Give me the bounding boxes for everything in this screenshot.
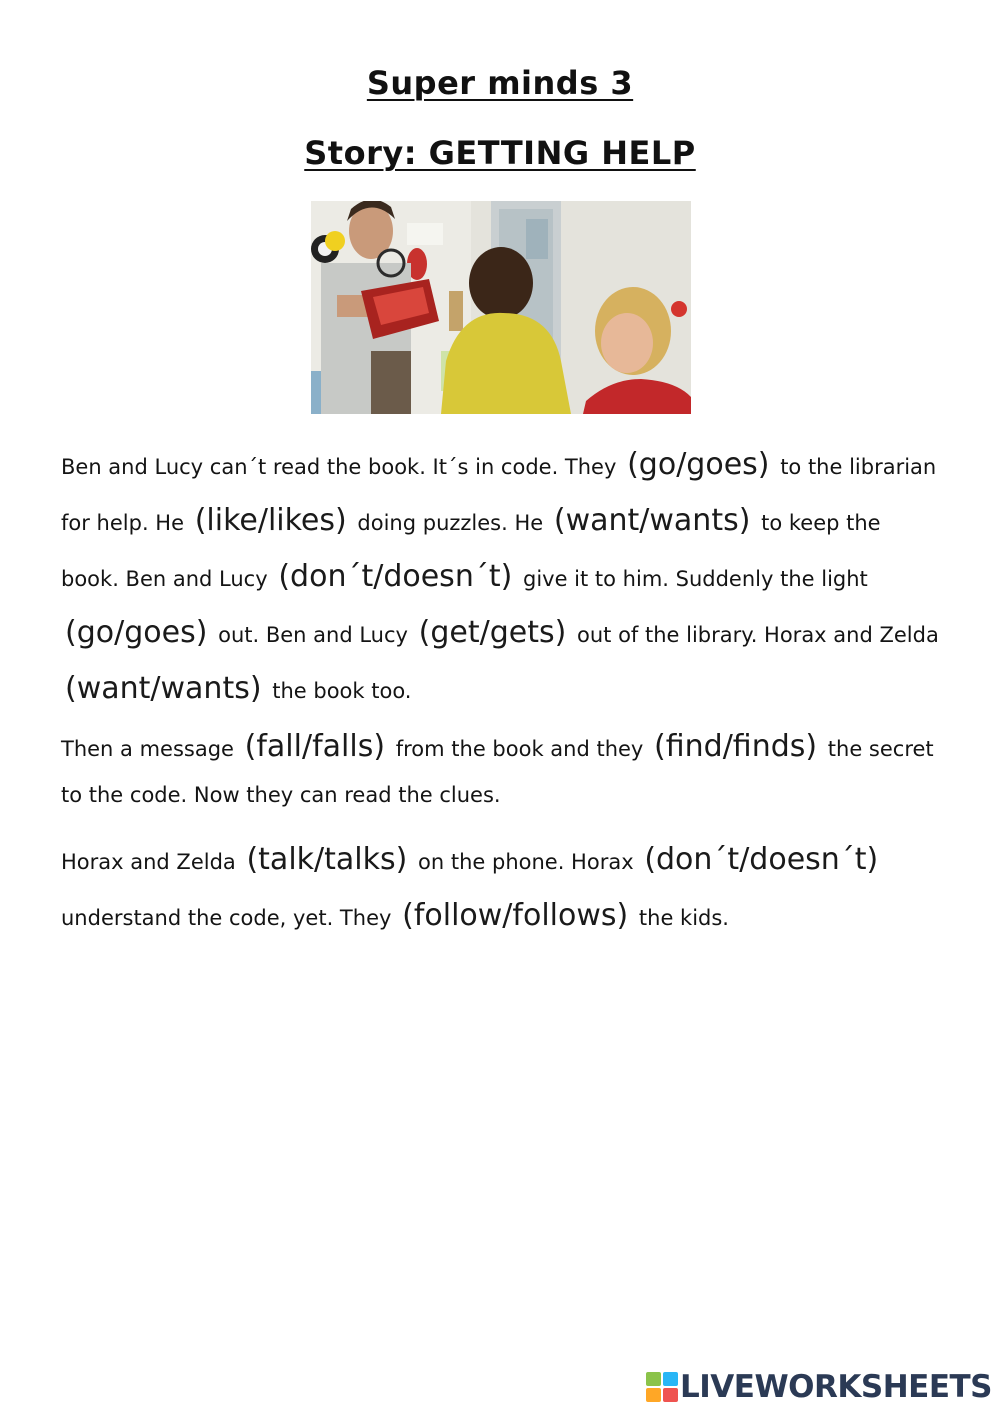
- story-paragraph-2: [61, 724, 941, 818]
- story-text: give it to him. Suddenly the light: [522, 567, 868, 591]
- story-text: the book too.: [272, 679, 412, 703]
- answer-choice[interactable]: (find/finds): [654, 729, 818, 764]
- worksheet-title: [0, 64, 1000, 102]
- story-text: Ben and Lucy can´t read the book. It´s in code. They: [61, 455, 617, 479]
- answer-choice[interactable]: (go/goes): [627, 447, 770, 482]
- answer-choice[interactable]: (don´t/doesn´t): [278, 559, 513, 594]
- story-paragraph-3: [61, 833, 941, 945]
- answer-choice[interactable]: (want/wants): [65, 671, 262, 706]
- answer-choice[interactable]: (follow/follows): [402, 898, 629, 933]
- answer-choice[interactable]: (go/goes): [65, 615, 208, 650]
- story-paragraph-1: [61, 438, 941, 718]
- story-text: Then a message: [61, 737, 234, 761]
- story-text: on the phone. Horax: [418, 850, 634, 874]
- story-text: out of the library. Horax and Zelda: [577, 623, 939, 647]
- answer-choice[interactable]: (fall/falls): [244, 729, 386, 764]
- story-text: Horax and Zelda: [61, 850, 236, 874]
- answer-choice[interactable]: (get/gets): [418, 615, 567, 650]
- worksheet-title-text: Super minds 3: [366, 64, 634, 102]
- story-title: [0, 134, 1000, 172]
- story-text: to keep the book. Ben and Lucy: [61, 511, 881, 591]
- story-text: doing puzzles. He: [357, 511, 544, 535]
- liveworksheets-logo[interactable]: [646, 1367, 992, 1407]
- story-illustration: [311, 201, 691, 414]
- story-title-text: Story: GETTING HELP: [304, 134, 696, 172]
- story-text: to the librarian for help. He: [61, 455, 937, 535]
- answer-choice[interactable]: (don´t/doesn´t): [644, 842, 879, 877]
- story-text: understand the code, yet. They: [61, 906, 392, 930]
- brand-name: LIVEWORKSHEETS: [680, 1369, 992, 1405]
- illustration-svg: [311, 201, 691, 414]
- story-text: the secret to the code. Now they can read the clues.: [61, 737, 934, 807]
- answer-choice[interactable]: (want/wants): [553, 503, 751, 538]
- story-text: out. Ben and Lucy: [218, 623, 408, 647]
- liveworksheets-logo-icon: [646, 1372, 678, 1402]
- answer-choice[interactable]: (like/likes): [194, 503, 347, 538]
- story-text: from the book and they: [395, 737, 644, 761]
- story-text: the kids.: [638, 906, 729, 930]
- answer-choice[interactable]: (talk/talks): [246, 842, 408, 877]
